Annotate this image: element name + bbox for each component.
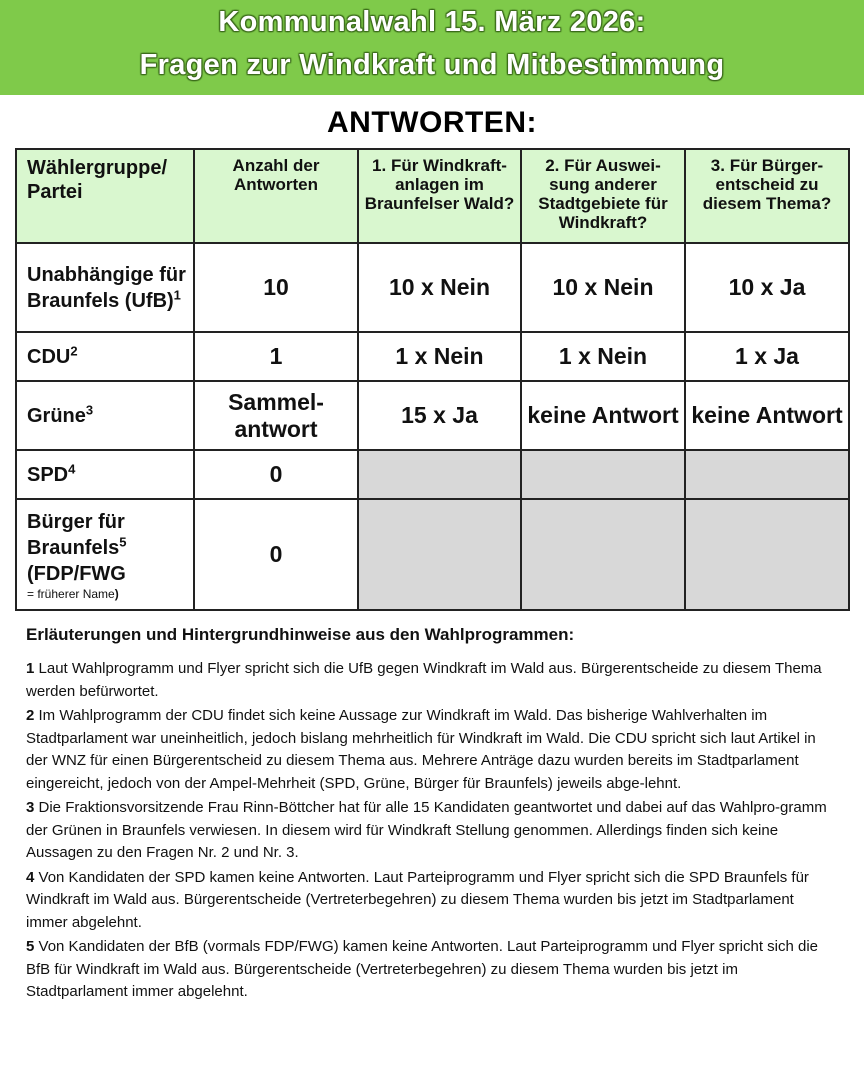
column-header-q3: 3. Für Bürger-entscheid zu diesem Thema? <box>685 149 849 243</box>
footnote-2 <box>26 705 836 795</box>
footnote-5 <box>26 936 836 1004</box>
footnote-1 <box>26 658 836 703</box>
former-name-close: ) <box>114 586 119 601</box>
table-row <box>16 450 849 499</box>
footnote-3 <box>26 797 836 865</box>
answers-heading: ANTWORTEN: <box>327 106 537 139</box>
former-name-note <box>27 587 189 601</box>
table-header-row <box>16 149 849 243</box>
party-name: Bürger für Braunfels <box>27 510 125 559</box>
party-cell <box>16 450 194 499</box>
explanations-heading: Erläuterungen und Hintergrundhinweise aus den Wahlprogrammen: <box>26 625 575 644</box>
party-former-parties: (FDP/FWG <box>27 562 126 585</box>
footnote-text: Von Kandidaten der BfB (vormals FDP/FWG) kamen keine Antworten. Laut Parteiprogramm und Flyer spricht sich die BfB für Windkraft im Wald aus. Bürgerentscheide (Vertreterbegehren) zu diesem Thema wurden bis jetzt im Stadtparlament immer abgelehnt. <box>26 938 819 1000</box>
former-name-text: = früherer Name <box>27 586 115 601</box>
party-cell <box>16 381 194 450</box>
column-header-q1: 1. Für Windkraft-anlagen im Braunfelser Wald? <box>358 149 521 243</box>
footnote-text: Die Fraktionsvorsitzende Frau Rinn-Böttcher hat für alle 15 Kandidaten geantwortet und dabei auf das Wahlpro-gramm der Grünen in Braunfels verwiesen. In diesem wird für Windkraft Stellung genommen. Allerdings finden sich keine Aussagen zu den Fragen Nr. 2 und Nr. 3. <box>26 799 827 861</box>
column-header-count: Anzahl der Antworten <box>194 149 358 243</box>
count-cell: 1 <box>194 332 358 381</box>
footnote-ref: 2 <box>70 342 78 358</box>
footnote-text: Von Kandidaten der SPD kamen keine Antworten. Laut Parteiprogramm und Flyer spricht sich die SPD Braunfels für Windkraft im Wald aus. Bürgerentscheide (Vertreterbegehren) zu diesem Thema wurden bis jetzt im Stadtparlament immer abgelehnt. <box>26 868 809 931</box>
party-name: Grüne <box>27 404 86 427</box>
footnote-text: Laut Wahlprogramm und Flyer spricht sich die UfB gegen Windkraft im Wald aus. Bürgerentscheide zu diesem Thema werden befürwortet. <box>26 660 822 700</box>
q3-cell-empty <box>685 450 849 499</box>
q1-cell-empty <box>358 499 521 610</box>
q2-cell: 10 x Nein <box>521 243 685 332</box>
footnote-number: 2 <box>26 707 35 724</box>
q2-cell-empty <box>521 450 685 499</box>
party-cell <box>16 332 194 381</box>
column-header-party: Wählergruppe/ Partei <box>16 149 194 243</box>
footnote-text: Im Wahlprogramm der CDU findet sich keine Aussage zur Windkraft im Wald. Das bisherige Wahlverhalten im Stadtparlament war uneinheitlich, jedoch bislang mehrheitlich für Windkraft im Wald. Die CDU spricht sich laut Artikel in der WNZ für einen Bürgerentscheid zu diesem Thema aus. Mehrere Anträge dazu wurden bereits im Stadtparlament eingereicht, jedoch von der Ampel-Mehrheit (SPD, Grüne, Bürger für Braunfels) jeweils abge-lehnt. <box>26 707 816 792</box>
table-row <box>16 499 849 610</box>
party-name: CDU <box>27 345 71 368</box>
count-cell: 10 <box>194 243 358 332</box>
party-cell <box>16 499 194 610</box>
q2-cell: 1 x Nein <box>521 332 685 381</box>
footnote-number: 3 <box>26 799 35 816</box>
footnote-ref: 4 <box>68 460 76 476</box>
title-banner <box>0 0 864 95</box>
footnote-ref: 3 <box>85 401 94 417</box>
table-row <box>16 332 849 381</box>
q3-cell: 1 x Ja <box>685 332 849 381</box>
explanations-section <box>26 624 836 1006</box>
footnote-ref: 1 <box>173 286 181 302</box>
party-name: Unabhängige für Braunfels (UfB) <box>27 263 186 312</box>
count-cell: 0 <box>194 499 358 610</box>
footnote-number: 4 <box>26 868 35 886</box>
q1-cell: 15 x Ja <box>358 381 521 450</box>
column-header-q2: 2. Für Auswei-sung anderer Stadtgebiete für Windkraft? <box>521 149 685 243</box>
title-line-2: Fragen zur Windkraft und Mitbestimmung <box>139 49 725 81</box>
footnote-number: 5 <box>26 938 35 955</box>
count-cell: 0 <box>194 450 358 499</box>
q3-cell: 10 x Ja <box>685 243 849 332</box>
q2-cell: keine Antwort <box>521 381 685 450</box>
table-row <box>16 381 849 450</box>
q2-cell-empty <box>521 499 685 610</box>
table-row <box>16 243 849 332</box>
count-cell: Sammel-antwort <box>194 381 358 450</box>
q3-cell: keine Antwort <box>685 381 849 450</box>
party-cell <box>16 243 194 332</box>
footnote-number: 1 <box>26 660 35 677</box>
footnote-ref: 5 <box>119 533 127 549</box>
q1-cell-empty <box>358 450 521 499</box>
answers-table <box>15 148 850 611</box>
title-line-1: Kommunalwahl 15. März 2026: <box>218 6 646 38</box>
q1-cell: 1 x Nein <box>358 332 521 381</box>
q3-cell-empty <box>685 499 849 610</box>
footnote-4 <box>26 867 836 935</box>
party-name: SPD <box>27 463 69 486</box>
q1-cell: 10 x Nein <box>358 243 521 332</box>
